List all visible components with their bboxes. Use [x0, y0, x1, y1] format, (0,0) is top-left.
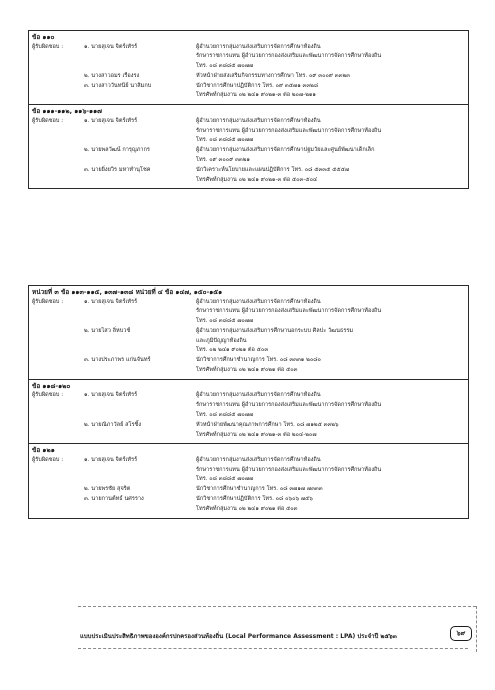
person-details	[196, 166, 464, 186]
person-name: ๓. นายยิ่งยวิร มหาทำนุโชค	[84, 166, 151, 173]
responsible-label	[32, 82, 84, 102]
responsible-label	[32, 146, 84, 166]
responsible-label: ผู้รับผิดชอบ :	[32, 456, 64, 463]
person-name: ๒. นายณิภาวัลย์ สโรชิ้ง	[84, 421, 142, 428]
detail-line: รักษาราชการแทน ผู้อำนวยการกองส่งเสริมและพัฒนาการจัดการศึกษาท้องถิ่น	[196, 402, 382, 409]
person-details	[196, 43, 464, 72]
section-title: ข้อ ๑๑๐	[32, 33, 55, 41]
person-name: ๓. นางสาววันทนีย์ นาสิมกบ	[84, 82, 152, 89]
detail-line: ผู้อำนวยการกลุ่มงานส่งเสริมการจัดการศึกษาท้องถิ่น	[196, 456, 321, 463]
table-section	[29, 286, 468, 379]
person-details	[196, 72, 464, 82]
section-title: ข้อ ๑๒๑	[32, 446, 55, 455]
responsible-label	[32, 327, 84, 356]
detail-line: รักษาราชการแทน ผู้อำนวยการกองส่งเสริมและพัฒนาการจัดการศึกษาท้องถิ่น	[196, 466, 382, 473]
responsible-person-row	[32, 298, 464, 327]
table-section	[29, 31, 468, 104]
person-name: ๒. นางสาวอมร เรืองรง	[84, 72, 140, 79]
responsible-person-row	[32, 82, 464, 102]
detail-line: ผู้อำนวยการกลุ่มงานส่งเสริมการจัดการศึกษาปฐมวัยและศูนย์พัฒนาเด็กเล็ก	[196, 147, 375, 154]
detail-line: นักวิเคราะห์นโยบายและแผนปฏิบัติการ โทร. ๐๘ ๕๓๓๕ ๕๕๕๗	[196, 166, 350, 173]
detail-line: โทรศัพท์กลุ่มงาน ๐๒ ๒๔๑ ๙๐๒๑-๓ ต่อ ๒๐๗-๒๑๑	[196, 92, 316, 99]
detail-line: โทร. ๐๘ ๓๘๘๕ ๗๐๗๗	[196, 63, 254, 70]
detail-line: นักวิชาการศึกษาชำนาญการ โทร. ๐๘ ๓๓๓๑ ๒๐๘๐	[196, 357, 321, 364]
person-name: ๑. นายสุเจน จิตร์เทัรร์	[84, 456, 138, 463]
detail-line: โทร. ๐๘ ๓๘๘๕ ๗๐๗๗	[196, 476, 254, 483]
responsible-person-row	[32, 456, 464, 485]
responsible-label: ผู้รับผิดชอบ :	[32, 43, 64, 50]
table-section	[29, 104, 468, 188]
responsible-label	[32, 495, 84, 515]
section-title: หน่วยที่ ๓ ข้อ ๑๑๓-๑๑๕, ๑๓๗-๑๓๘ หน่วยที่ ๔ ข้อ ๑๔๗, ๑๕๐-๑๕๑	[32, 288, 223, 296]
responsible-person-row	[32, 166, 464, 186]
detail-line: หัวหน้าฝ่ายพัฒนาคุณภาพการศึกษา โทร. ๐๘ ๗๑๒๕ ๓๓๒๖	[196, 421, 339, 428]
person-name: ๒. นายไสว ลิ่หบวช์	[84, 327, 131, 334]
responsible-person-row	[32, 356, 464, 376]
responsible-label: ผู้รับผิดชอบ :	[32, 117, 64, 124]
responsible-label	[32, 72, 84, 82]
detail-line: รักษาราชการแทน ผู้อำนวยการกองส่งเสริมและพัฒนาการจัดการศึกษาท้องถิ่น	[196, 127, 382, 134]
detail-line: รักษาราชการแทน ผู้อำนวยการกองส่งเสริมและพัฒนาการจัดการศึกษาท้องถิ่น	[196, 308, 382, 315]
footer-divider-side	[476, 606, 477, 652]
person-name: ๑. นายสุเจน จิตร์เทัรร์	[84, 117, 138, 124]
detail-line: โทรศัพท์กลุ่มงาน ๐๒ ๒๔๑ ๙๐๒๑ ต่อ ๕๐๓	[196, 367, 298, 374]
person-name: ๑. นายสุเจน จิตร์เทัรร์	[84, 392, 138, 399]
contact-table	[28, 30, 469, 189]
responsible-label: ผู้รับผิดชอบ :	[32, 298, 64, 305]
detail-line: หัวหน้าฝ่ายส่งเสริมกิจกรรมทางการศึกษา โทร. ๐๙ ๓๐๐๙ ๓๓๒๓	[196, 72, 350, 79]
detail-line: ผู้อำนวยการกลุ่มงานส่งเสริมการจัดการศึกษาท้องถิ่น	[196, 298, 321, 305]
detail-line: ผู้อำนวยการกลุ่มงานส่งเสริมการศึกษานอกระบบ ศิลปะ วัฒนธรรม	[196, 327, 354, 334]
responsible-person-row	[32, 43, 464, 72]
detail-line: โทร. ๐๒ ๒๔๑ ๙๐๒๑ ต่อ ๕๐๓	[196, 347, 269, 354]
responsible-person-row	[32, 485, 464, 495]
footer-divider-top	[78, 606, 476, 607]
footer-divider-bottom	[78, 648, 468, 649]
detail-line: นักวิชาการศึกษาปฏิบัติการ โทร. ๐๘ ๐๖๐๖ ๗๕๖	[196, 496, 313, 503]
responsible-person-row	[32, 72, 464, 82]
table-section	[29, 379, 468, 443]
person-details	[196, 82, 464, 102]
responsible-label: ผู้รับผิดชอบ :	[32, 392, 64, 399]
person-details	[196, 298, 464, 327]
detail-line: นักวิชาการศึกษาชำนาญการ โทร. ๐๘ ๓๗๑๗ ๗๓๓๓	[196, 486, 323, 493]
section-title: ข้อ ๑๑๘-๑๒๐	[32, 381, 71, 390]
person-details	[196, 391, 464, 420]
person-details	[196, 117, 464, 146]
detail-line: โทรศัพท์กลุ่มงาน ๐๒ ๒๔๑ ๙๐๒๑ ต่อ ๕๐๓	[196, 505, 298, 512]
person-name: ๒. นายพลวัฒน์ การุญภากร	[84, 147, 150, 154]
detail-line: โทร. ๐๙ ๓๐๐๙ ๓๓๒๑	[196, 156, 250, 163]
responsible-person-row	[32, 327, 464, 356]
detail-line: ผู้อำนวยการกลุ่มงานส่งเสริมการจัดการศึกษาท้องถิ่น	[196, 43, 321, 50]
person-name: ๒. นายพรชัย สุจริต	[84, 486, 131, 493]
detail-line: และภูมิปัญญาท้องถิ่น	[196, 337, 247, 344]
person-details	[196, 421, 464, 441]
detail-line: โทรศัพท์กลุ่มงาน ๐๒ ๒๔๑ ๙๐๒๑-๓ ต่อ ๕๐๓-๕๐๔	[196, 176, 318, 183]
detail-line: ผู้อำนวยการกลุ่มงานส่งเสริมการจัดการศึกษาท้องถิ่น	[196, 392, 321, 399]
responsible-label	[32, 356, 84, 376]
responsible-label	[32, 166, 84, 186]
person-details	[196, 146, 464, 166]
footer-title: แบบประเมินประสิทธิภาพขององค์กรปกครองส่วนท้องถิ่น (Local Performance Assessment : LPA) ประจำปี ๒๕๖๓	[80, 633, 397, 640]
detail-line: โทรศัพท์กลุ่มงาน ๐๒ ๒๔๑ ๙๐๒๑-๓ ต่อ ๒๐๔-๒๐๗	[196, 431, 317, 438]
responsible-label	[32, 421, 84, 441]
responsible-person-row	[32, 391, 464, 420]
detail-line: โทร. ๐๘ ๓๘๘๕ ๗๐๗๗	[196, 137, 254, 144]
contact-table	[28, 285, 469, 519]
person-details	[196, 327, 464, 356]
person-details	[196, 485, 464, 495]
detail-line: นักวิชาการศึกษาปฏิบัติการ โทร. ๐๙ ๓๕๗๑ ๓๓๒๘	[196, 82, 319, 89]
page-number-badge: ๖๙	[450, 626, 472, 641]
responsible-label	[32, 485, 84, 495]
person-details	[196, 356, 464, 376]
responsible-person-row	[32, 495, 464, 515]
detail-line: โทร. ๐๘ ๓๘๘๕ ๗๐๗๗	[196, 411, 254, 418]
person-name: ๓. นายกานต์ทธ์ นศรราง	[84, 496, 144, 503]
section-title: ข้อ ๑๑๑-๑๑๒, ๑๑๖-๑๑๗	[32, 107, 102, 116]
detail-line: ผู้อำนวยการกลุ่มงานส่งเสริมการจัดการศึกษาท้องถิ่น	[196, 117, 321, 124]
responsible-person-row	[32, 146, 464, 166]
person-name: ๑. นายสุเจน จิตร์เทัรร์	[84, 43, 138, 50]
detail-line: โทร. ๐๘ ๓๘๘๕ ๗๐๗๗	[196, 318, 254, 325]
detail-line: รักษาราชการแทน ผู้อำนวยการกองส่งเสริมและพัฒนาการจัดการศึกษาท้องถิ่น	[196, 53, 382, 60]
person-name: ๑. นายสุเจน จิตร์เทัรร์	[84, 298, 138, 305]
person-details	[196, 495, 464, 515]
person-details	[196, 456, 464, 485]
person-name: ๓. นางประภาพร แก่นจันทร์	[84, 357, 151, 364]
responsible-person-row	[32, 117, 464, 146]
responsible-person-row	[32, 421, 464, 441]
table-section	[29, 443, 468, 517]
